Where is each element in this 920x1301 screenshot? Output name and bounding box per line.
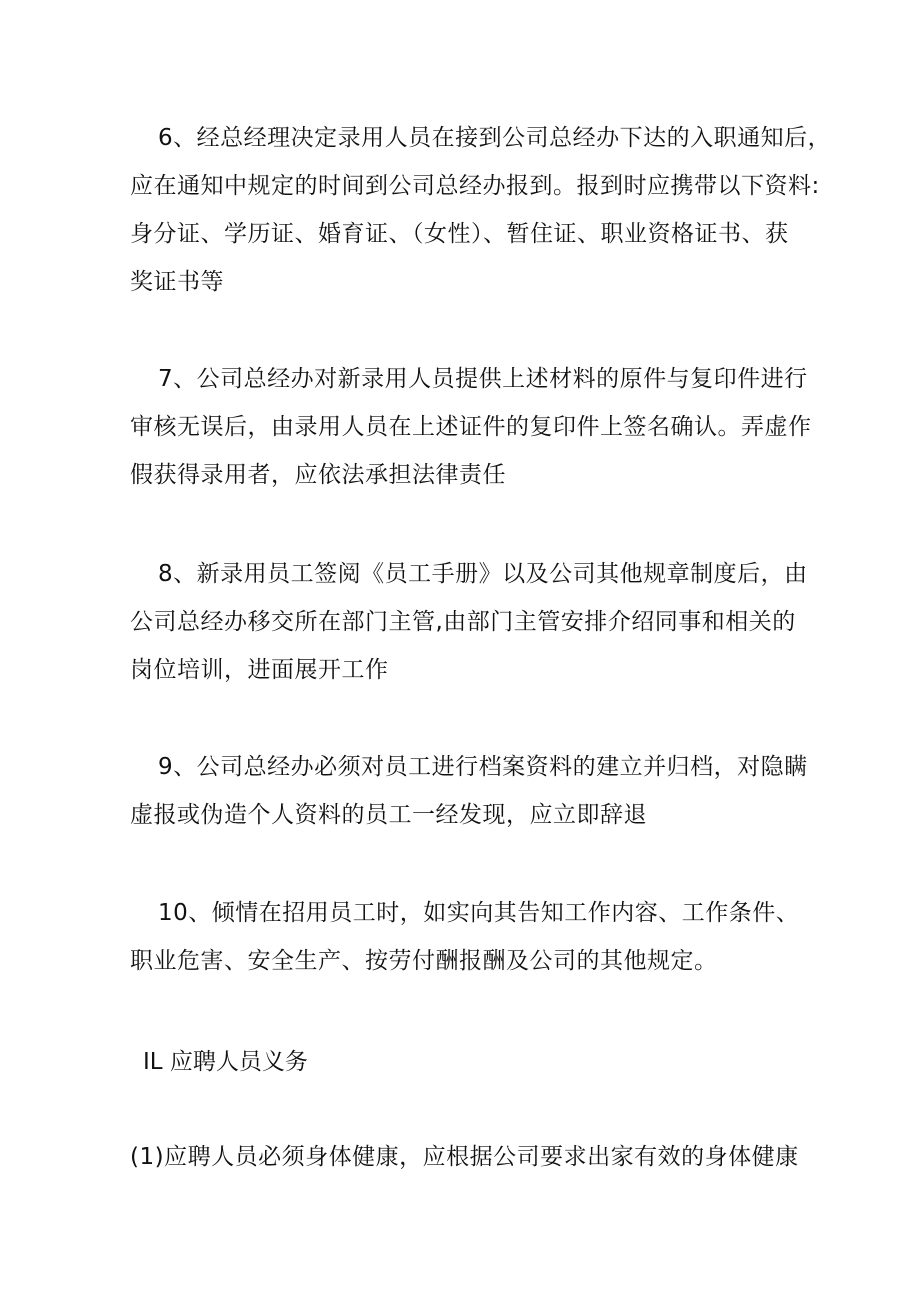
paragraph-item-9	[130, 743, 810, 839]
paragraph-line: 身分证、学历证、婚育证、（女性）、暂住证、职业资格证书、获	[130, 221, 789, 247]
paragraph-line: 虚报或伪造个人资料的员工一经发现，应立即辞退	[130, 802, 647, 828]
paragraph-line: 6、经总经理决定录用人员在接到公司总经办下达的入职通知后，	[158, 125, 832, 151]
paragraph-item-requirement-1	[130, 1133, 810, 1181]
paragraph-line: 7、公司总经办对新录用人员提供上述材料的原件与复印件进行	[158, 366, 808, 392]
paragraph-item-7	[130, 355, 810, 499]
paragraph-item-10	[130, 889, 810, 985]
paragraph-item-8	[130, 550, 810, 694]
paragraph-line: 9、公司总经办必须对员工进行档案资料的建立并归档，对隐瞒	[158, 754, 808, 780]
paragraph-line: 应在通知中规定的时间到公司总经办报到。报到时应携带以下资料:	[130, 173, 820, 199]
paragraph-line: 职业危害、安全生产、按劳付酬报酬及公司的其他规定。	[130, 948, 718, 974]
paragraph-item-6	[130, 114, 832, 306]
paragraph-line: 10、倾情在招用员工时，如实向其告知工作内容、工作条件、	[158, 900, 800, 926]
paragraph-line: 审核无误后，由录用人员在上述证件的复印件上签名确认。弄虚作	[130, 414, 812, 440]
paragraph-line: 岗位培训，进面展开工作	[130, 657, 389, 683]
paragraph-line: 假获得录用者，应依法承担法律责任	[130, 462, 506, 488]
section-heading: IL 应聘人员义务	[143, 1049, 308, 1075]
paragraph-line: 公司总经办移交所在部门主管,由部门主管安排介绍同事和相关的	[130, 609, 796, 635]
paragraph-line: 8、新录用员工签阅《员工手册》以及公司其他规章制度后，由	[158, 561, 808, 587]
paragraph-line: 奖证书等	[130, 269, 224, 295]
paragraph-line: (1)应聘人员必须身体健康，应根据公司要求出家有效的身体健康	[130, 1144, 799, 1170]
